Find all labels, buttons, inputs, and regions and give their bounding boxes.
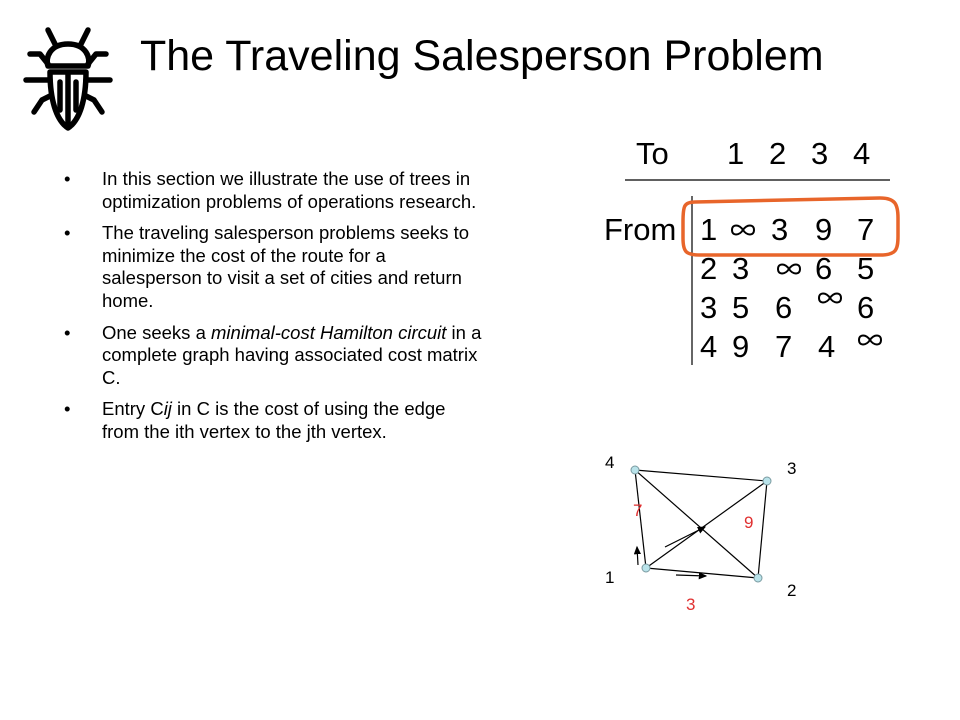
direction-arrow-1-4 bbox=[637, 547, 638, 565]
matrix-cell: 6 bbox=[857, 290, 875, 325]
vertex-2 bbox=[754, 574, 762, 582]
matrix-cell: 9 bbox=[732, 329, 750, 364]
vertex-label: 1 bbox=[605, 568, 615, 587]
edge-weight: 7 bbox=[633, 501, 643, 520]
edge-1-2 bbox=[646, 568, 758, 578]
matrix-cell: 9 bbox=[815, 212, 833, 247]
col-header: 3 bbox=[811, 136, 829, 171]
col-header: 2 bbox=[769, 136, 787, 171]
edge-4-3 bbox=[635, 470, 767, 481]
bullet-text: In this section we illustrate the use of trees in optimization problems of operations research. bbox=[102, 168, 477, 212]
bullet-text: The traveling salesperson problems seeks to minimize the cost of the route for a salesperson to visit a set of cities and return home. bbox=[102, 222, 470, 311]
bullet-list bbox=[64, 168, 484, 453]
row-header: 2 bbox=[700, 251, 718, 286]
bullet-emphasis: minimal-cost Hamilton circuit bbox=[211, 321, 447, 343]
tsp-graph bbox=[590, 440, 820, 630]
infinity-icon bbox=[815, 288, 845, 308]
vertex-4 bbox=[631, 466, 639, 474]
matrix-cell: 7 bbox=[775, 329, 793, 364]
bullet-emphasis: ij bbox=[163, 398, 172, 420]
infinity-icon bbox=[774, 259, 804, 279]
infinity-icon bbox=[728, 220, 758, 240]
to-label: To bbox=[636, 136, 669, 171]
edge-weight: 3 bbox=[686, 595, 696, 614]
edge-3-2 bbox=[758, 481, 767, 578]
row-highlight-outline bbox=[683, 198, 898, 255]
matrix-cell: 6 bbox=[815, 251, 833, 286]
bullet-text: in C is the cost of using the edge from the ith vertex to the jth vertex. bbox=[102, 398, 446, 442]
bullet-marker: • bbox=[64, 222, 71, 244]
direction-arrow-1-3 bbox=[665, 527, 705, 547]
matrix-cell: 5 bbox=[857, 251, 875, 286]
row-header: 4 bbox=[700, 329, 718, 364]
direction-arrow-1-2 bbox=[676, 575, 706, 576]
bullet-marker: • bbox=[64, 168, 71, 189]
slide-title: The Traveling Salesperson Problem bbox=[140, 32, 824, 80]
bullet-item bbox=[64, 222, 484, 312]
bullet-item bbox=[64, 398, 484, 443]
beetle-icon bbox=[20, 24, 116, 134]
vertex-1 bbox=[642, 564, 650, 572]
bullet-marker: • bbox=[64, 398, 71, 420]
row-header: 3 bbox=[700, 290, 718, 325]
vertex-label: 4 bbox=[605, 453, 615, 472]
vertex-label: 2 bbox=[787, 581, 797, 600]
infinity-icon bbox=[855, 330, 885, 350]
bullet-text: One seeks a bbox=[102, 321, 212, 343]
vertex-3 bbox=[763, 477, 771, 485]
matrix-cell: 6 bbox=[775, 290, 793, 325]
bullet-item bbox=[64, 322, 484, 390]
col-header: 1 bbox=[727, 136, 745, 171]
edge-4-2 bbox=[635, 470, 758, 578]
row-header: 1 bbox=[700, 212, 718, 247]
bullet-text: in a complete graph having associated cost matrix C. bbox=[102, 321, 482, 388]
matrix-cell: 5 bbox=[732, 290, 750, 325]
matrix-cell: 3 bbox=[771, 212, 789, 247]
vertex-label: 3 bbox=[787, 459, 797, 478]
edge-weight: 9 bbox=[744, 513, 754, 532]
from-label: From bbox=[604, 212, 677, 247]
bullet-text: Entry C bbox=[102, 398, 164, 420]
bullet-marker: • bbox=[64, 321, 71, 343]
col-header: 4 bbox=[853, 136, 871, 171]
matrix-cell: 7 bbox=[857, 212, 875, 247]
matrix-cell: 3 bbox=[732, 251, 750, 286]
bullet-item bbox=[64, 168, 484, 213]
matrix-cell: 4 bbox=[818, 329, 836, 364]
